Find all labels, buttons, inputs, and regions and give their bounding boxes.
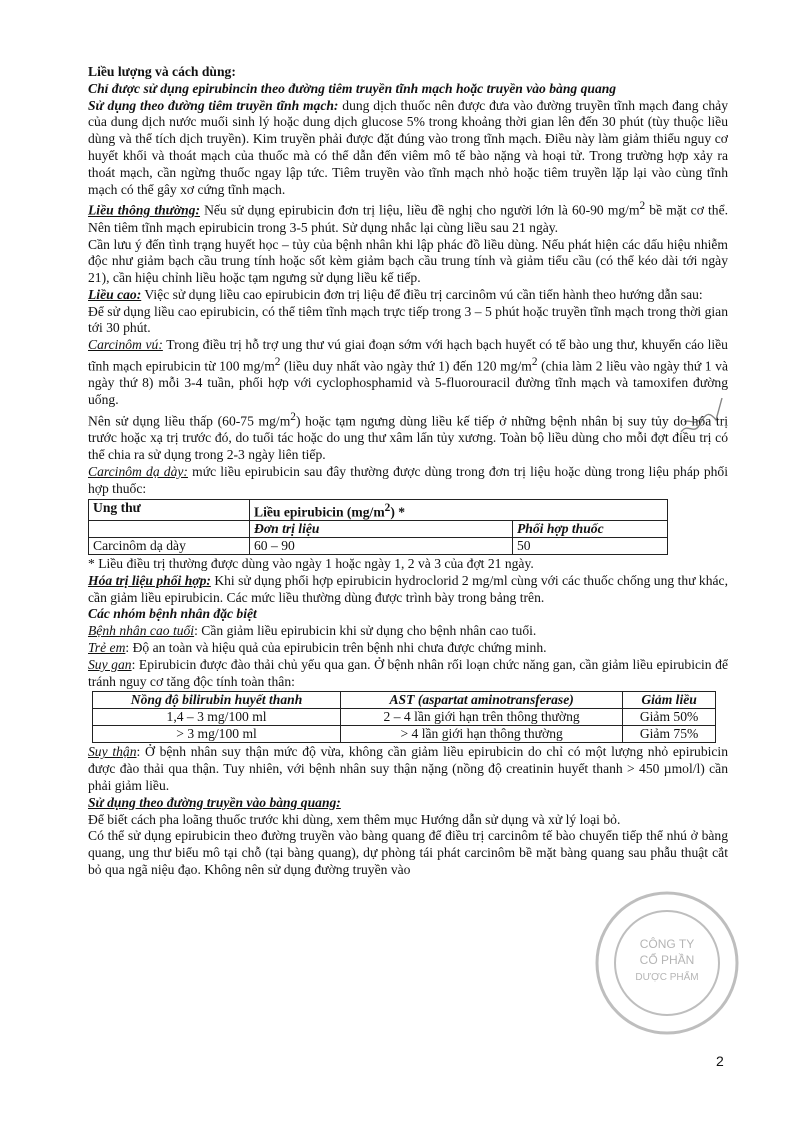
table-cell: Carcinôm dạ dày — [89, 538, 250, 555]
gastric-dose-table — [88, 499, 668, 556]
table-cell: 2 – 4 lần giới hạn trên thông thường — [341, 709, 623, 726]
hematology-note: Cần lưu ý đến tình trạng huyết học – tủy của bệnh nhân khi lập phác đồ liều dùng. Nếu phát hiện các dấu hiệu nhiễm độc như giảm bạch cầu trung tính hoặc sốt kèm giảm bạch cầu trung tính và giảm tiểu cầu (có thể kéo dài tới ngày 21), cần hiệu chỉnh liều hoặc tạm ngưng sử dụng liều kế tiếp. — [88, 236, 728, 286]
document-body — [88, 64, 728, 879]
table-cell: > 4 lần giới hạn thông thường — [341, 726, 623, 743]
table-header: AST (aspartat aminotransferase) — [341, 692, 623, 709]
table-cell: 50 — [513, 538, 668, 555]
high-dose-method: Để sử dụng liều cao epirubicin, có thể tiêm tĩnh mạch trực tiếp trong 3 – 5 phút hoặc truyền tĩnh mạch trong thời gian tới 30 phút. — [88, 303, 728, 336]
company-stamp — [592, 888, 742, 1038]
signature-mark — [676, 392, 726, 442]
table-row — [93, 726, 716, 743]
combination-paragraph: Hóa trị liệu phối hợp: Khi sử dụng phối hợp epirubicin hydroclorid 2 mg/ml cùng với các thuốc chống ung thư khác, cần giảm liều epirubicin. Các mức liều thường dùng được trình bày trong bảng trên. — [88, 572, 728, 605]
table-cell — [89, 521, 250, 538]
table-cell: > 3 mg/100 ml — [93, 726, 341, 743]
section-heading: Liều lượng và cách dùng: — [88, 64, 236, 79]
liver-paragraph: Suy gan: Epirubicin được đào thải chủ yếu qua gan. Ở bệnh nhân rối loạn chức năng gan, cần giảm liều epirubicin để tránh nguy cơ tăng độc tính toàn thân: — [88, 656, 728, 689]
breast-cancer-paragraph: Carcinôm vú: Trong điều trị hỗ trợ ung thư vú giai đoạn sớm với hạch bạch huyết có tế bào ung thư, khuyến cáo liều tĩnh mạch epirubicin từ 100 $mg/m^2$ (liều duy nhất vào ngày thứ 1) đến 120 $mg/m^2$ (chia làm 2 liều vào ngày thứ 1 và ngày thứ 8) mỗi 3-4 tuần, phối hợp với cyclophosphamid và 5-fluorouracil đường tĩnh mạch và tamoxifen đường uống. — [88, 337, 728, 408]
iv-paragraph: Sử dụng theo đường tiêm truyền tĩnh mạch: dung dịch thuốc nên được đưa vào đường truyền tĩnh mạch đang chảy của dung dịch nước muối sinh lý hoặc dung dịch glucose 5% trong khoảng thời gian lên đến 30 phút (tùy thuộc liều dùng và thể tích dịch truyền). Kim truyền phải được đặt đúng vào trong tĩnh mạch. Điều này làm giảm thiểu nguy cơ huyết khối và thoát mạch của thuốc mà có thể dẫn đến viêm mô tế bào nặng và hoại tử. Trong trường hợp xảy ra thoát mạch, cần ngừng thuốc ngay lập tức. Tiêm truyền vào tĩnh mạch nhỏ hoặc tiêm truyền lặp lại vào cùng tĩnh mạch có thể gây xơ cứng tĩnh mạch. — [88, 97, 728, 197]
table-cell: 1,4 – 3 mg/100 ml — [93, 709, 341, 726]
special-groups-title: Các nhóm bệnh nhân đặc biệt — [88, 606, 257, 622]
children-paragraph: Trẻ em: Độ an toàn và hiệu quả của epirubicin trên bệnh nhi chưa được chứng minh. — [88, 640, 547, 656]
elderly-paragraph: Bệnh nhân cao tuổi: Cần giảm liều epirubicin khi sử dụng cho bệnh nhân cao tuổi. — [88, 623, 537, 639]
table-header: Ung thư — [89, 499, 250, 521]
table-cell: Giảm 75% — [623, 726, 716, 743]
table-row — [93, 709, 716, 726]
table-header: Đơn trị liệu — [250, 521, 513, 538]
bladder-paragraph-2: Có thể sử dụng epirubicin theo đường truyền vào bàng quang để điều trị carcinôm tế bào chuyển tiếp thể nhú ở bàng quang, ung thư biểu mô tại chỗ (tại bàng quang), dự phòng tái phát carcinôm bề mặt bàng quang sau phẫu thuật cắt bỏ qua ngã niệu đạo. Không nên sử dụng đường truyền vào — [88, 828, 728, 877]
high-dose-paragraph: Liều cao: Việc sử dụng liều cao epirubicin đơn trị liệu để điều trị carcinôm vú cần tiến hành theo hướng dẫn sau: — [88, 286, 703, 302]
table-cell: 60 – 90 — [250, 538, 513, 555]
table-header: Giảm liều — [623, 692, 716, 709]
table-header: Nồng độ bilirubin huyết thanh — [93, 692, 341, 709]
route-subheading: Chỉ được sử dụng epirubincin theo đường tiêm truyền tĩnh mạch hoặc truyền vào bàng quang — [88, 80, 617, 96]
gastric-paragraph: Carcinôm dạ dày: mức liều epirubicin sau đây thường được dùng trong đơn trị liệu hoặc dùng trong liệu pháp phối hợp thuốc: — [88, 463, 728, 496]
stamp-line: CÔNG TY — [639, 937, 695, 951]
liver-dose-table — [92, 691, 716, 743]
usual-dose-paragraph: Liều thông thường: Nếu sử dụng epirubicin đơn trị liệu, liều đề nghị cho người lớn là 60-90 $mg/m^2$ bề mặt cơ thể. Nên tiêm tĩnh mạch epirubicin trong 3-5 phút. Sử dụng nhắc lại cùng liều sau 21 ngày. — [88, 200, 728, 235]
page-number: 2 — [716, 1053, 724, 1069]
stamp-line: CỔ PHẦN — [639, 953, 695, 967]
low-dose-paragraph: Nên sử dụng liều thấp (60-75 $mg/m^2$) hoặc tạm ngưng dùng liều kế tiếp ở những bệnh nhân bị suy tủy do hóa trị trước hoặc xạ trị trước đó, do tuổi tác hoặc do ung thư xâm lấn tủy xương. Toàn bộ liều dùng cho mỗi đợt điều trị có thể chia ra sử dụng trong 2-3 ngày liên tiếp. — [88, 411, 728, 463]
stamp-line: DƯỢC PHẨM — [635, 972, 699, 983]
bladder-heading: Sử dụng theo đường truyền vào bàng quang: — [88, 794, 341, 810]
table-footnote: * Liều điều trị thường được dùng vào ngày 1 hoặc ngày 1, 2 và 3 của đợt 21 ngày. — [88, 556, 534, 572]
table-header: Liều epirubicin $(mg/m^2)$ * — [250, 499, 668, 521]
table-cell: Giảm 50% — [623, 709, 716, 726]
bladder-paragraph-1: Để biết cách pha loãng thuốc trước khi dùng, xem thêm mục Hướng dẫn sử dụng và xử lý loại bỏ. — [88, 811, 621, 827]
kidney-paragraph: Suy thận: Ở bệnh nhân suy thận mức độ vừa, không cần giảm liều epirubicin do chỉ có một lượng nhỏ epirubicin được đào thải qua thận. Tuy nhiên, với bệnh nhân suy thận nặng (nồng độ creatinin huyết thanh > 450 µmol/l) cần phải giảm liều. — [88, 744, 729, 794]
table-header: Phối hợp thuốc — [513, 521, 668, 538]
